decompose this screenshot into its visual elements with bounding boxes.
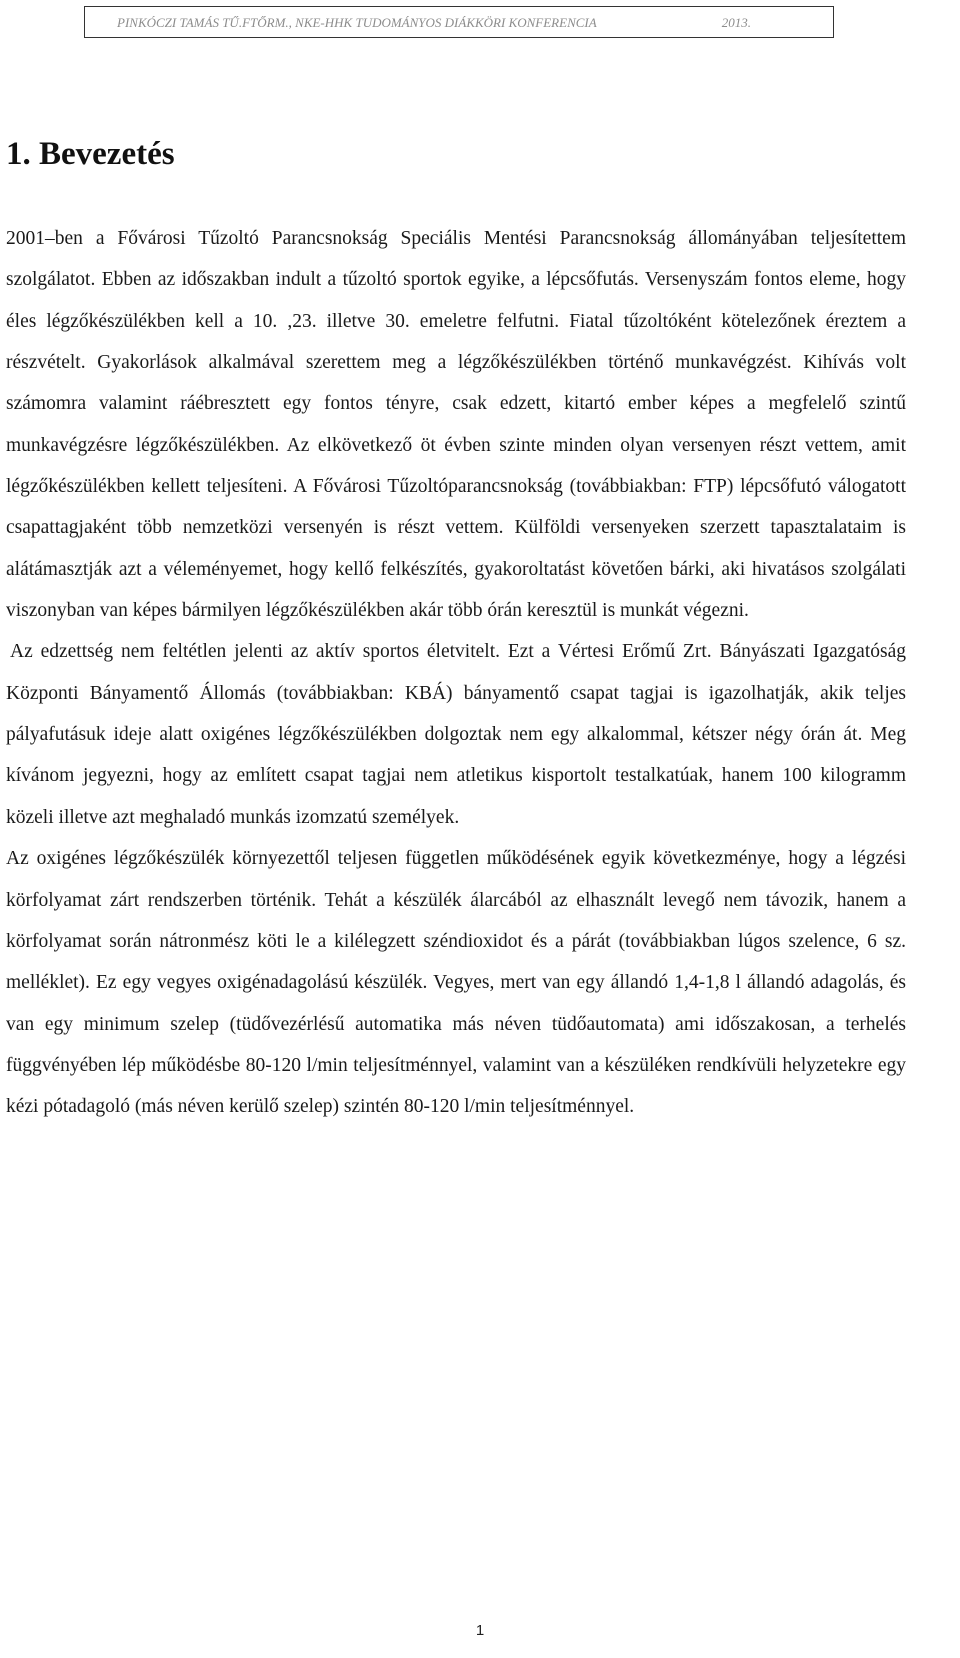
running-header-text	[93, 15, 825, 31]
section-title: 1. Bevezetés	[6, 136, 175, 172]
body-text	[6, 218, 906, 1128]
paragraph: Az edzettség nem feltétlen jelenti az aktív sportos életvitelt. Ezt a Vértesi Erőmű Zrt. Bányászati Igazgatóság Központi Bányamentő Állomás (továbbiakban: KBÁ) bányamentő csapat tagjai is igazolhatják, akik teljes pályafutásuk ideje alatt oxigénes légzőkészülékben dolgoztak nem egy alkalommal, kétszer négy órán át. Meg kívánom jegyezni, hogy az említett csapat tagjai nem atletikus kisportolt testalkatúak, hanem 100 kilogramm közeli illetve azt meghaladó munkás izomzatú személyek.	[6, 641, 906, 828]
paragraph: 2001–ben a Fővárosi Tűzoltó Parancsnokság Speciális Mentési Parancsnokság állományában teljesítettem szolgálatot. Ebben az időszakban indult a tűzoltó sportok egyike, a lépcsőfutás. Versenyszám fontos eleme, hogy éles légzőkészülékben kell a 10. ,23. illetve 30. emeletre felfutni. Fiatal tűzoltóként kötelezőnek éreztem a részvételt. Gyakorlások alkalmával szerettem meg a légzőkészülékben történő munkavégzést. Kihívás volt számomra valamint ráébresztett egy fontos tényre, csak edzett, kitartó ember képes a megfelelő szintű munkavégzésre légzőkészülékben. Az elkövetkező öt évben szinte minden olyan versenyen részt vettem, amit légzőkészülékben kellett teljesíteni. A Fővárosi Tűzoltóparancsnokság (továbbiakban: FTP) lépcsőfutó válogatott csapattagjaként több nemzetközi versenyén is részt vettem. Külföldi versenyeken szerzett tapasztalataim is alátámasztják azt a véleményemet, hogy kellő felkészítés, gyakoroltatást követően bárki, aki hivatásos szolgálati viszonyban van képes bármilyen légzőkészülékben akár több órán keresztül is munkát végezni.	[6, 228, 906, 622]
page-number: 1	[475, 1622, 485, 1639]
header-conference: PINKÓCZI TAMÁS TŰ.FTŐRM., NKE-HHK TUDOMÁNYOS DIÁKKÖRI KONFERENCIA	[117, 15, 597, 30]
paragraph: Az oxigénes légzőkészülék környezettől teljesen független működésének egyik következménye, hogy a légzési körfolyamat zárt rendszerben történik. Tehát a készülék álarcából az elhasznált levegő nem távozik, hanem a körfolyamat során nátronmész köti le a kilélegzett széndioxidot és a párát (továbbiakban lúgos szelence, 6 sz. melléklet). Ez egy vegyes oxigénadagolású készülék. Vegyes, mert van egy állandó 1,4-1,8 l állandó adagolás, és van egy minimum szelep (tüdővezérlésű automatika más néven tüdőautomata) ami időszakosan, a terhelés függvényében lép működésbe 80-120 l/min teljesítménnyel, valamint van a készüléken rendkívüli helyzetekre egy kézi pótadagoló (más néven kerülő szelep) szintén 80-120 l/min teljesítménnyel.	[6, 848, 906, 1118]
running-header	[84, 6, 834, 38]
header-year: 2013.	[721, 15, 751, 30]
